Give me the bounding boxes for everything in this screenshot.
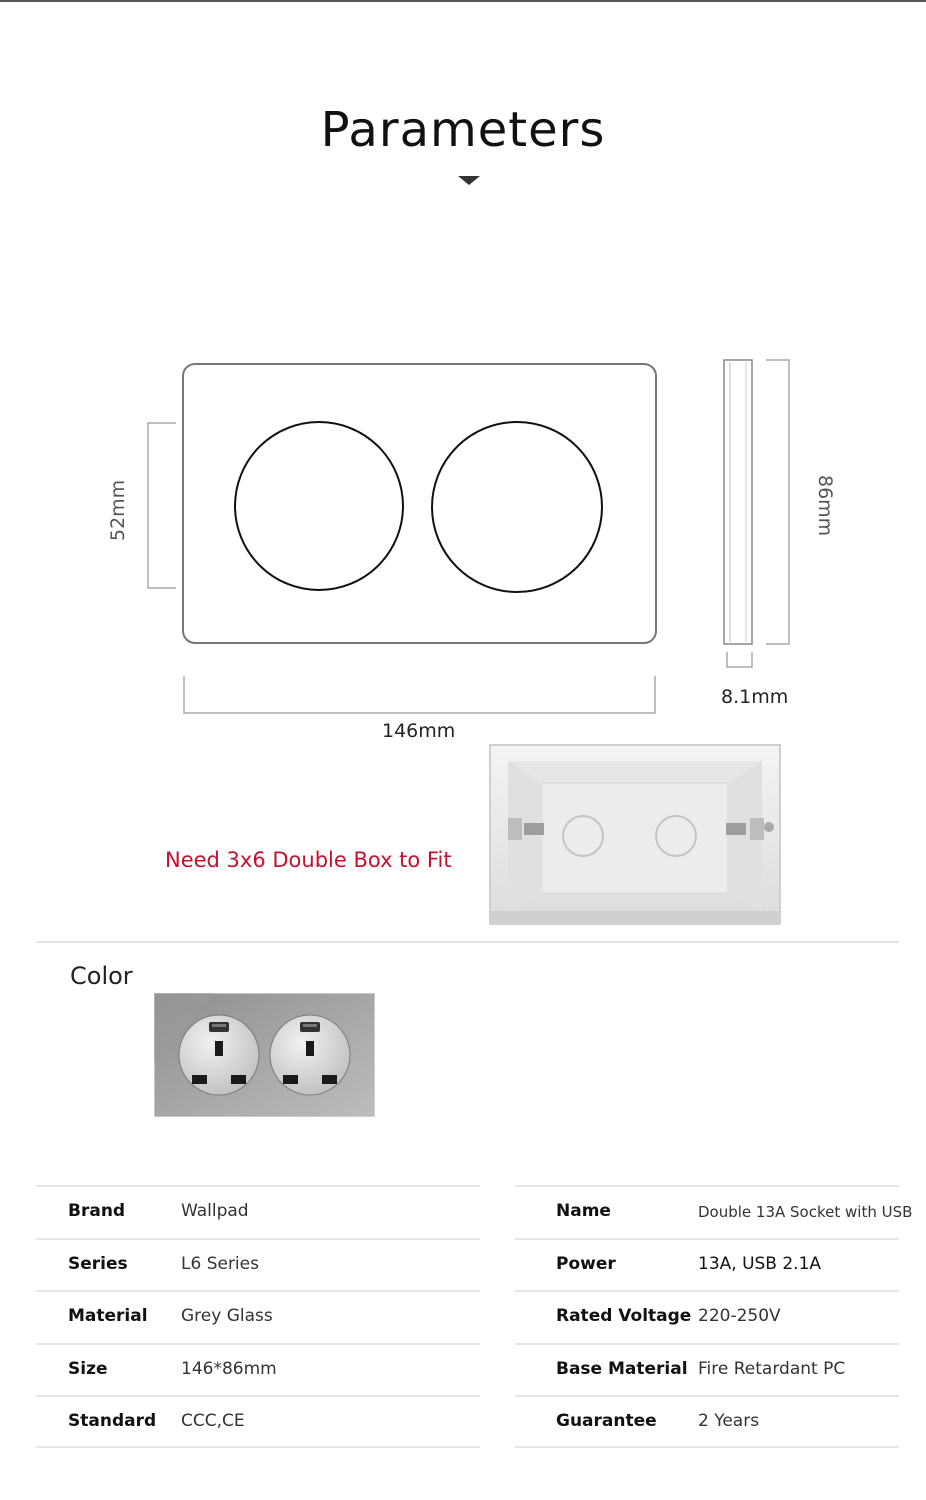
spec-value: Grey Glass — [181, 1306, 273, 1326]
grey-socket-image — [154, 993, 375, 1117]
wall-box-image — [488, 743, 782, 927]
spec-value: CCC,CE — [181, 1411, 245, 1431]
spec-key: Guarantee — [556, 1411, 657, 1431]
dimension-drawing — [0, 340, 926, 730]
spec-value: L6 Series — [181, 1253, 259, 1274]
spec-key: Power — [556, 1253, 616, 1274]
dim-label-depth: 8.1mm — [721, 686, 789, 708]
spec-value: Double 13A Socket with USB — [698, 1203, 913, 1221]
spec-key: Standard — [68, 1411, 157, 1431]
caret-down-icon — [458, 176, 480, 185]
dim-bracket-146mm — [184, 676, 655, 713]
spec-table-left — [36, 1185, 480, 1448]
dim-label-146mm: 146mm — [382, 720, 456, 742]
top-border — [0, 0, 926, 2]
spec-value: Wallpad — [181, 1201, 249, 1221]
box-fit-note: Need 3x6 Double Box to Fit — [165, 848, 452, 872]
section-divider — [36, 941, 899, 943]
spec-key: Material — [68, 1306, 148, 1326]
spec-row-base-material — [515, 1343, 899, 1396]
dim-label-52mm: 52mm — [107, 479, 129, 541]
side-profile — [724, 360, 752, 644]
panel-outline — [183, 364, 656, 643]
spec-row-guarantee — [515, 1395, 899, 1448]
spec-key: Rated Voltage — [556, 1306, 692, 1326]
dim-bracket-86mm — [766, 360, 789, 644]
spec-value: 146*86mm — [181, 1358, 277, 1379]
color-section-label: Color — [70, 962, 133, 990]
spec-table-right — [515, 1185, 913, 1448]
dim-bracket-8mm — [727, 652, 752, 667]
spec-key: Base Material — [556, 1358, 688, 1379]
spec-row-power — [515, 1238, 899, 1291]
spec-row-material — [36, 1290, 480, 1343]
spec-key: Series — [68, 1253, 128, 1274]
spec-row-size — [36, 1343, 480, 1396]
spec-value: 13A, USB 2.1A — [698, 1253, 822, 1274]
spec-key: Name — [556, 1201, 611, 1221]
spec-row-rated-voltage — [515, 1290, 899, 1343]
spec-value: 220-250V — [698, 1306, 781, 1326]
page-title: Parameters — [320, 102, 606, 158]
dim-label-86mm: 86mm — [814, 475, 836, 537]
spec-key: Brand — [68, 1201, 126, 1221]
spec-value: Fire Retardant PC — [698, 1358, 846, 1379]
dim-bracket-52mm — [148, 423, 176, 588]
spec-row-name — [515, 1185, 913, 1238]
spec-row-brand — [36, 1185, 480, 1238]
spec-value: 2 Years — [698, 1411, 760, 1431]
spec-key: Size — [68, 1358, 108, 1379]
spec-row-series — [36, 1238, 480, 1291]
spec-row-standard — [36, 1395, 480, 1448]
